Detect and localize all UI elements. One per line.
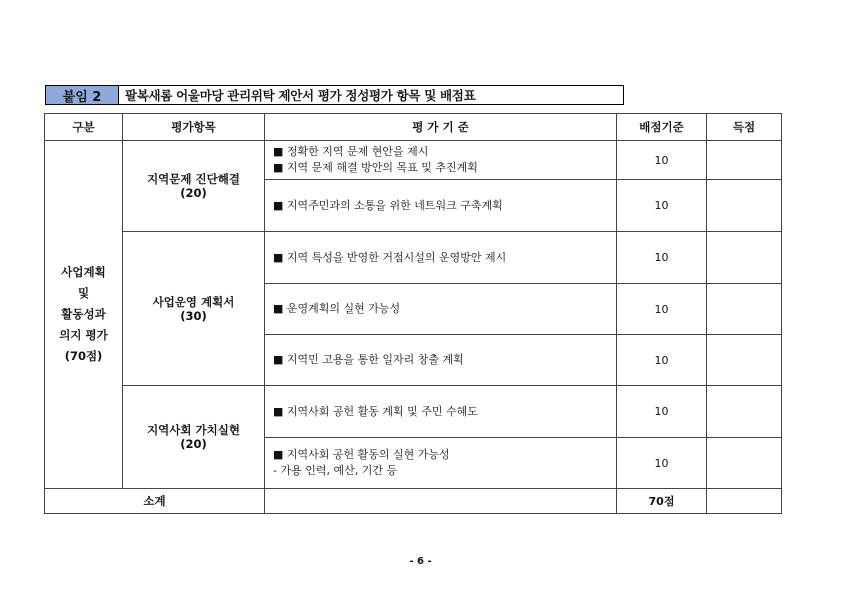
item-cell: 사업운영 계획서 (30) [123, 232, 265, 386]
criteria-cell: ■ 운영계획의 실현 가능성 [265, 284, 617, 335]
table-row [45, 232, 782, 284]
obtained-score-cell [707, 284, 782, 335]
obtained-score-cell [707, 180, 782, 232]
obtained-score-cell [707, 335, 782, 386]
table-row [45, 141, 782, 180]
subtotal-empty-cell [265, 489, 617, 514]
obtained-score-cell [707, 232, 782, 284]
obtained-score-cell [707, 386, 782, 438]
obtained-score-cell [707, 438, 782, 489]
score-cell: 10 [617, 335, 707, 386]
attachment-tag: 붙임 2 [46, 86, 119, 104]
criteria-cell: ■ 지역사회 공헌 활동의 실현 가능성 - 가용 인력, 예산, 기간 등 [265, 438, 617, 489]
subtotal-obtained-cell [707, 489, 782, 514]
table-caption [45, 85, 624, 105]
subtotal-row [45, 489, 782, 514]
column-header: 평가항목 [123, 114, 265, 141]
subtotal-label: 소계 [45, 489, 265, 514]
column-header: 구분 [45, 114, 123, 141]
column-header: 평 가 기 준 [265, 114, 617, 141]
subtotal-score: 70점 [617, 489, 707, 514]
column-header: 배점기준 [617, 114, 707, 141]
criteria-cell: ■ 정확한 지역 문제 현안을 제시 ■ 지역 문제 해결 방안의 목표 및 추진계획 [265, 141, 617, 180]
score-cell: 10 [617, 438, 707, 489]
item-cell: 지역문제 진단해결 (20) [123, 141, 265, 232]
table-title: 팔복새롬 어울마당 관리위탁 제안서 평가 정성평가 항목 및 배점표 [125, 88, 476, 103]
evaluation-table [44, 113, 782, 514]
category-cell: 사업계획 및 활동성과 의지 평가 (70점) [45, 141, 123, 489]
item-cell: 지역사회 가치실현 (20) [123, 386, 265, 489]
score-cell: 10 [617, 284, 707, 335]
table-row [45, 386, 782, 438]
criteria-cell: ■ 지역사회 공헌 활동 계획 및 주민 수혜도 [265, 386, 617, 438]
criteria-cell: ■ 지역민 고용을 통한 일자리 창출 계획 [265, 335, 617, 386]
obtained-score-cell [707, 141, 782, 180]
score-cell: 10 [617, 386, 707, 438]
page-number: - 6 - [409, 556, 432, 567]
score-cell: 10 [617, 141, 707, 180]
score-cell: 10 [617, 232, 707, 284]
criteria-cell: ■ 지역주민과의 소통을 위한 네트워크 구축계획 [265, 180, 617, 232]
table-header-row [45, 114, 782, 141]
column-header: 득점 [707, 114, 782, 141]
criteria-cell: ■ 지역 특성을 반영한 거점시설의 운영방안 제시 [265, 232, 617, 284]
score-cell: 10 [617, 180, 707, 232]
